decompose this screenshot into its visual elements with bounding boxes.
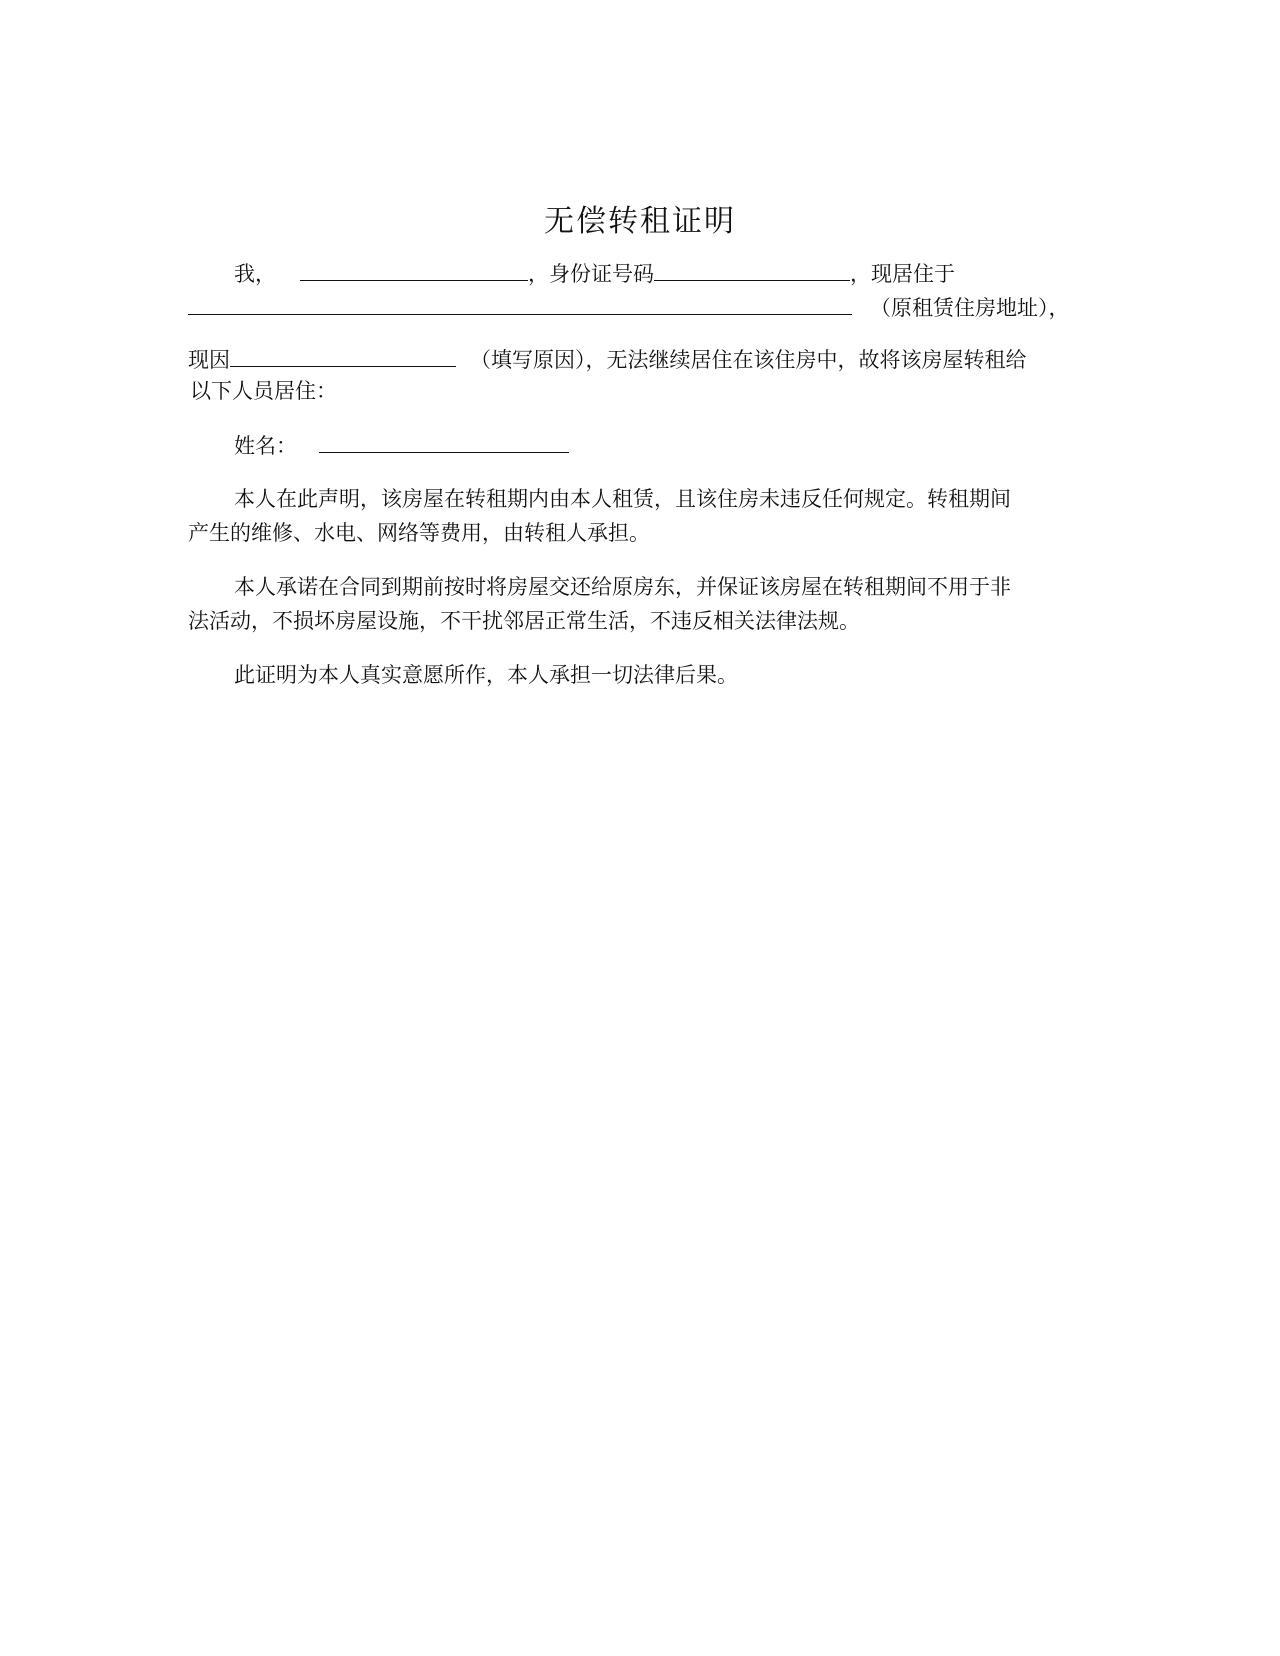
para1-line4: 以下人员居住： xyxy=(190,379,337,403)
para2-line1: 本人在此声明，该房屋在转租期内由本人租赁，且该住房未违反任何规定。转租期间 xyxy=(234,487,1011,511)
reason-hint: （填写原因），无法继续居住在该住房中，故将该房屋转租给 xyxy=(470,348,1027,372)
para1-line1 xyxy=(234,258,955,289)
address-hint: （原租赁住房地址）， xyxy=(870,296,1070,320)
id-label: ，身份证号码 xyxy=(528,262,654,286)
residence-label: ，现居住于 xyxy=(850,262,955,286)
name-line xyxy=(234,430,569,461)
wo-label: 我， xyxy=(234,262,276,286)
id-number-blank xyxy=(654,258,850,281)
reason-label: 现因 xyxy=(188,348,230,372)
name-label: 姓名： xyxy=(234,434,297,458)
document-title: 无偿转租证明 xyxy=(544,204,736,239)
para1-line2 xyxy=(188,292,1070,323)
para3-line1: 本人承诺在合同到期前按时将房屋交还给原房东，并保证该房屋在转租期间不用于非 xyxy=(234,575,1011,599)
para3-line2: 法活动，不损坏房屋设施，不干扰邻居正常生活，不违反相关法律法规。 xyxy=(188,609,860,633)
address-blank xyxy=(188,292,852,315)
para2-line2: 产生的维修、水电、网络等费用，由转租人承担。 xyxy=(188,521,650,545)
reason-blank xyxy=(230,344,456,367)
subtenant-name-blank xyxy=(319,430,569,453)
name-blank xyxy=(300,258,528,281)
para4-line: 此证明为本人真实意愿所作，本人承担一切法律后果。 xyxy=(234,663,738,687)
para1-line3 xyxy=(188,344,1027,375)
